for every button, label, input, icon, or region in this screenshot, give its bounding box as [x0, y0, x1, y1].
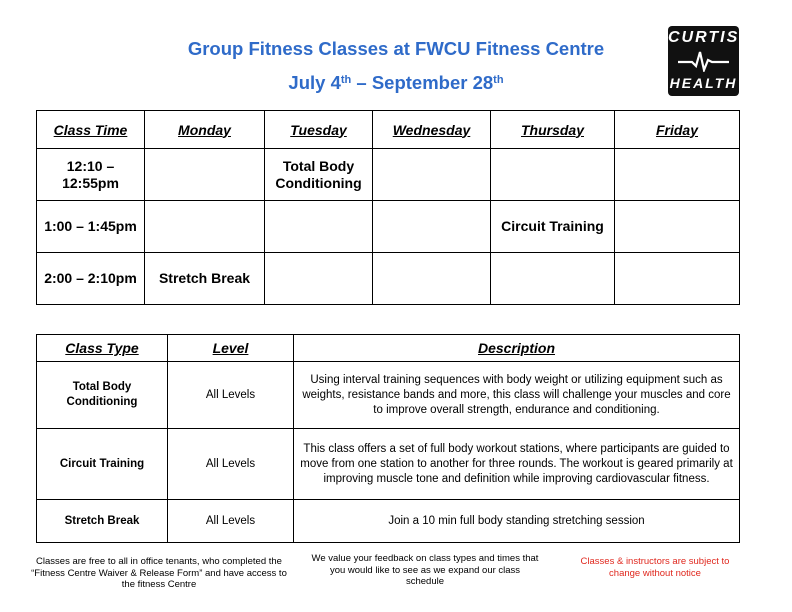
schedule-cell [265, 253, 373, 305]
table-row [37, 500, 740, 543]
schedule-cell [491, 253, 615, 305]
footer-change-notice: Classes & instructors are subject to change without notice [580, 556, 730, 579]
class-time-cell: 2:00 – 2:10pm [37, 253, 145, 305]
table-row [37, 149, 740, 201]
schedule-header-row [37, 111, 740, 149]
logo-line-2: HEALTH [669, 75, 738, 91]
column-header: Class Type [37, 335, 168, 362]
class-type-cell: Total Body Conditioning [37, 362, 168, 429]
schedule-cell [145, 201, 265, 253]
class-types-header-row [37, 335, 740, 362]
level-cell: All Levels [168, 429, 294, 500]
logo-line-1: CURTIS [668, 29, 740, 46]
column-header: Description [294, 335, 740, 362]
level-cell: All Levels [168, 362, 294, 429]
schedule-cell [265, 201, 373, 253]
schedule-cell: Total Body Conditioning [265, 149, 373, 201]
schedule-cell [615, 253, 740, 305]
table-row [37, 253, 740, 305]
schedule-cell [373, 149, 491, 201]
page-title: Group Fitness Classes at FWCU Fitness Centre [187, 38, 605, 59]
schedule-cell [373, 201, 491, 253]
column-header: Monday [145, 111, 265, 149]
table-row [37, 429, 740, 500]
schedule-cell: Stretch Break [145, 253, 265, 305]
column-header: Friday [615, 111, 740, 149]
schedule-cell [373, 253, 491, 305]
heartbeat-icon [678, 50, 729, 72]
column-header: Class Time [37, 111, 145, 149]
schedule-cell [615, 149, 740, 201]
class-time-cell: 12:10 – 12:55pm [37, 149, 145, 201]
footer-access-note: Classes are free to all in office tenants, who completed the “Fitness Centre Waiver & Release Form” and have access to the fitness Centre [31, 556, 287, 590]
column-header: Level [168, 335, 294, 362]
description-cell: Join a 10 min full body standing stretching session [294, 500, 740, 543]
column-header: Thursday [491, 111, 615, 149]
description-cell: Using interval training sequences with body weight or utilizing equipment such as weights, resistance bands and more, this class will challenge your muscles and core to improve overall strength, endurance and conditioning. [294, 362, 740, 429]
footer-feedback-note: We value your feedback on class types and times that you would like to see as we expand our class schedule [311, 553, 539, 587]
schedule-cell [491, 149, 615, 201]
schedule-table [36, 110, 740, 305]
class-type-cell: Stretch Break [37, 500, 168, 543]
table-row [37, 362, 740, 429]
class-types-table [36, 334, 740, 543]
schedule-cell [615, 201, 740, 253]
curtis-health-logo [668, 26, 739, 96]
description-cell: This class offers a set of full body workout stations, where participants are guided to move from one station to another for three rounds. The workout is geared primarily at improving muscle tone and definition while improving cardiovascular fitness. [294, 429, 740, 500]
date-range: July 4th – September 28th [288, 72, 504, 93]
class-type-cell: Circuit Training [37, 429, 168, 500]
column-header: Wednesday [373, 111, 491, 149]
column-header: Tuesday [265, 111, 373, 149]
table-row [37, 201, 740, 253]
schedule-cell [145, 149, 265, 201]
class-time-cell: 1:00 – 1:45pm [37, 201, 145, 253]
schedule-cell: Circuit Training [491, 201, 615, 253]
level-cell: All Levels [168, 500, 294, 543]
